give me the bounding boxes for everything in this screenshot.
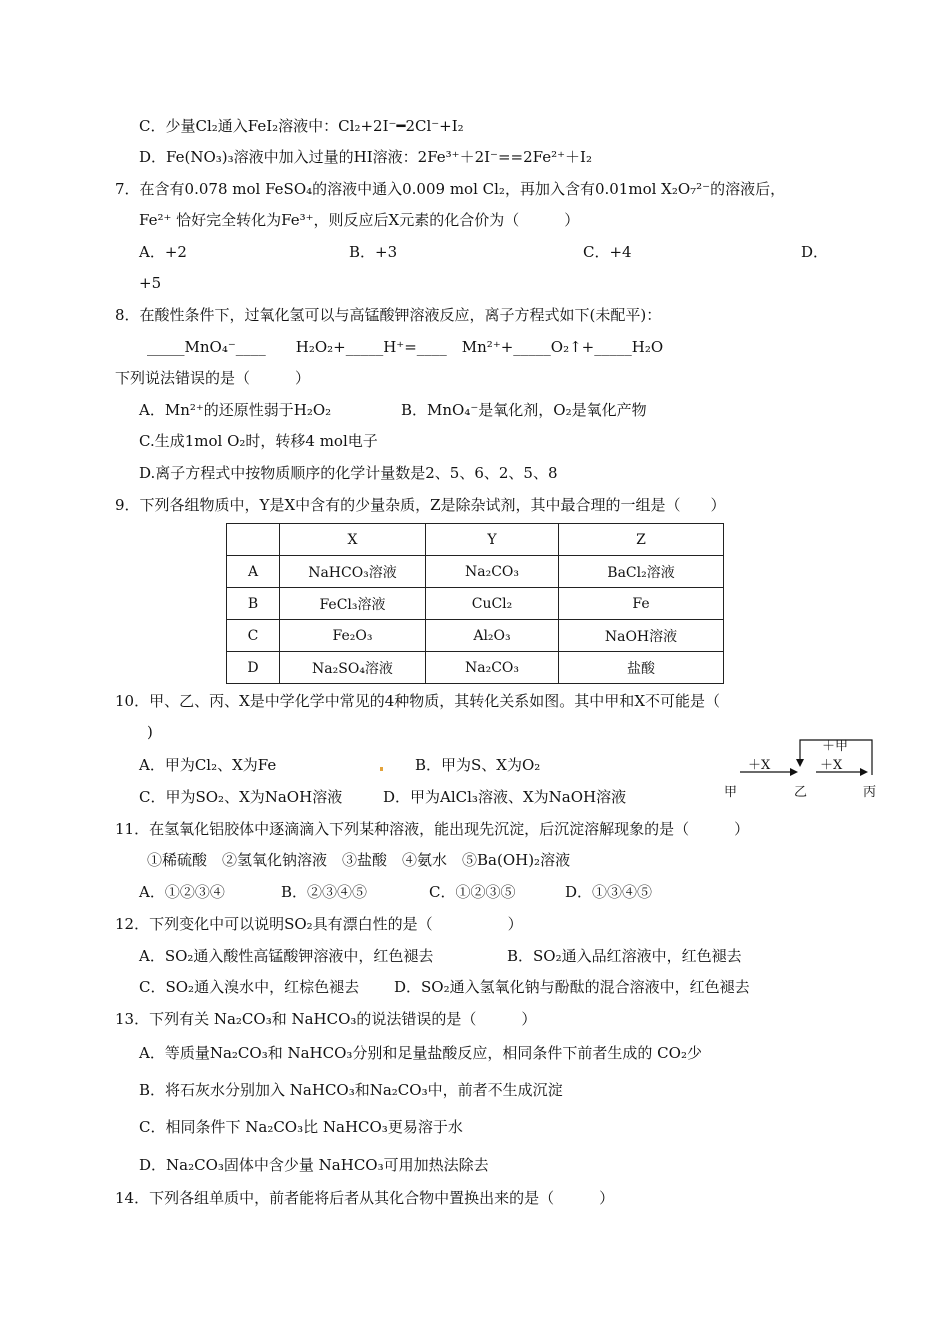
q7-stem-cont: Fe²⁺ 恰好完全转化为Fe³⁺，则反应后X元素的化合价为（ ） bbox=[139, 211, 580, 229]
q12-stem: 12．下列变化中可以说明SO₂具有漂白性的是（ ） bbox=[115, 915, 523, 933]
q14-stem: 14．下列各组单质中，前者能将后者从其化合物中置换出来的是（ ） bbox=[115, 1189, 615, 1207]
table-cell: B bbox=[227, 588, 280, 620]
q9-options-table bbox=[226, 523, 724, 684]
q11-option-a: A．①②③④ bbox=[139, 883, 225, 901]
q12-option-d: D．SO₂通入氢氧化钠与酚酞的混合溶液中，红色褪去 bbox=[394, 978, 750, 996]
table-cell: Fe₂O₃ bbox=[280, 620, 426, 652]
q10-stem-cont: ) bbox=[147, 723, 153, 741]
conversion-diagram bbox=[720, 737, 880, 803]
table-header-cell: X bbox=[280, 524, 426, 556]
q10-option-a: A．甲为Cl₂、X为Fe bbox=[139, 756, 277, 774]
q13-stem: 13．下列有关 Na₂CO₃和 NaHCO₃的说法错误的是（ ） bbox=[115, 1010, 537, 1028]
table-cell: NaOH溶液 bbox=[559, 620, 724, 652]
table-cell: CuCl₂ bbox=[426, 588, 559, 620]
table-cell: FeCl₃溶液 bbox=[280, 588, 426, 620]
table-cell: NaHCO₃溶液 bbox=[280, 556, 426, 588]
diagram-label-bing: 丙 bbox=[863, 785, 877, 800]
q12-option-b: B．SO₂通入品红溶液中，红色褪去 bbox=[507, 947, 742, 965]
q10-option-b: B．甲为S、X为O₂ bbox=[415, 756, 541, 774]
diagram-label-yi: 乙 bbox=[794, 785, 808, 800]
table-cell: 盐酸 bbox=[559, 652, 724, 684]
q8-option-a: A．Mn²⁺的还原性弱于H₂O₂ bbox=[139, 401, 332, 419]
q13-option-d: D．Na₂CO₃固体中含少量 NaHCO₃可用加热法除去 bbox=[139, 1156, 489, 1174]
q7-option-c: C．+4 bbox=[583, 243, 632, 261]
table-cell: Na₂CO₃ bbox=[426, 556, 559, 588]
diagram-label-plus-x-1: ＋X bbox=[748, 758, 771, 773]
table-row bbox=[227, 620, 724, 652]
q12-options-cd bbox=[139, 976, 750, 998]
q11-options bbox=[139, 881, 652, 903]
diagram-label-jia: 甲 bbox=[724, 785, 738, 800]
q8-equation: _____MnO₄⁻____ H₂O₂+_____H⁺=____ Mn²⁺+_____O₂↑+_____H₂O bbox=[147, 338, 664, 356]
table-cell: D bbox=[227, 652, 280, 684]
table-row bbox=[227, 556, 724, 588]
table-cell: Fe bbox=[559, 588, 724, 620]
table-cell: Al₂O₃ bbox=[426, 620, 559, 652]
table-header-cell bbox=[227, 524, 280, 556]
q8-option-c: C.生成1mol O₂时，转移4 mol电子 bbox=[139, 432, 378, 450]
table-header-cell: Z bbox=[559, 524, 724, 556]
table-cell: Na₂CO₃ bbox=[426, 652, 559, 684]
table-row bbox=[227, 588, 724, 620]
q7-stem: 7．在含有0.078 mol FeSO₄的溶液中通入0.009 mol Cl₂，再加入含有0.01mol X₂O₇²⁻的溶液后， bbox=[115, 180, 786, 198]
q12-option-c: C．SO₂通入溴水中，红棕色褪去 bbox=[139, 978, 360, 996]
q10-option-c: C．甲为SO₂、X为NaOH溶液 bbox=[139, 788, 343, 806]
q7-options bbox=[139, 241, 828, 263]
table-cell: C bbox=[227, 620, 280, 652]
stray-mark bbox=[380, 767, 383, 771]
q7-option-d-value: +5 bbox=[139, 274, 162, 292]
q8-option-b: B．MnO₄⁻是氧化剂，O₂是氧化产物 bbox=[401, 401, 647, 419]
diagram-label-plus-jia: ＋甲 bbox=[822, 739, 849, 754]
table-cell: BaCl₂溶液 bbox=[559, 556, 724, 588]
q8-stem: 8．在酸性条件下，过氧化氢可以与高锰酸钾溶液反应，离子方程式如下(未配平)： bbox=[115, 306, 662, 324]
q11-option-d: D．①③④⑤ bbox=[565, 883, 653, 901]
q12-options-ab bbox=[139, 945, 742, 967]
q13-option-a: A．等质量Na₂CO₃和 NaHCO₃分别和足量盐酸反应，相同条件下前者生成的 CO₂少 bbox=[139, 1044, 702, 1062]
q13-option-c: C．相同条件下 Na₂CO₃比 NaHCO₃更易溶于水 bbox=[139, 1118, 463, 1136]
q13-option-b: B．将石灰水分别加入 NaHCO₃和Na₂CO₃中，前者不生成沉淀 bbox=[139, 1081, 563, 1099]
q6-option-c: C．少量Cl₂通入FeI₂溶液中：Cl₂+2I⁻━2Cl⁻+I₂ bbox=[139, 117, 464, 135]
q11-stem: 11．在氢氧化铝胶体中逐滴滴入下列某种溶液，能出现先沉淀，后沉淀溶解现象的是（ ） bbox=[115, 820, 750, 838]
q11-option-b: B．②③④⑤ bbox=[281, 883, 368, 901]
q10-stem: 10．甲、乙、丙、X是中学化学中常见的4种物质，其转化关系如图。其中甲和X不可能是（ bbox=[115, 692, 720, 710]
q10-options-cd bbox=[139, 786, 626, 808]
diagram-label-plus-x-2: ＋X bbox=[820, 758, 843, 773]
q8-prompt: 下列说法错误的是（ ） bbox=[115, 369, 311, 387]
q12-option-a: A．SO₂通入酸性高锰酸钾溶液中，红色褪去 bbox=[139, 947, 434, 965]
q10-options-ab bbox=[139, 754, 540, 776]
table-cell: Na₂SO₄溶液 bbox=[280, 652, 426, 684]
q10-option-d: D．甲为AlCl₃溶液、X为NaOH溶液 bbox=[383, 788, 627, 806]
q11-option-c: C．①②③⑤ bbox=[429, 883, 516, 901]
q11-reagents: ①稀硫酸 ②氢氧化钠溶液 ③盐酸 ④氨水 ⑤Ba(OH)₂溶液 bbox=[147, 851, 571, 869]
q8-options-ab bbox=[139, 399, 647, 421]
table-header-row bbox=[227, 524, 724, 556]
q8-option-d: D.离子方程式中按物质顺序的化学计量数是2、5、6、2、5、8 bbox=[139, 464, 558, 482]
table-cell: A bbox=[227, 556, 280, 588]
table-header-cell: Y bbox=[426, 524, 559, 556]
q7-option-d: D． bbox=[801, 243, 829, 261]
q6-option-d: D．Fe(NO₃)₃溶液中加入过量的HI溶液：2Fe³⁺＋2I⁻==2Fe²⁺＋I₂ bbox=[139, 148, 592, 166]
table-row bbox=[227, 652, 724, 684]
q7-option-b: B．+3 bbox=[349, 243, 398, 261]
q7-option-a: A．+2 bbox=[139, 243, 187, 261]
q9-stem: 9．下列各组物质中，Y是X中含有的少量杂质，Z是除杂试剂，其中最合理的一组是（ ） bbox=[115, 496, 726, 514]
